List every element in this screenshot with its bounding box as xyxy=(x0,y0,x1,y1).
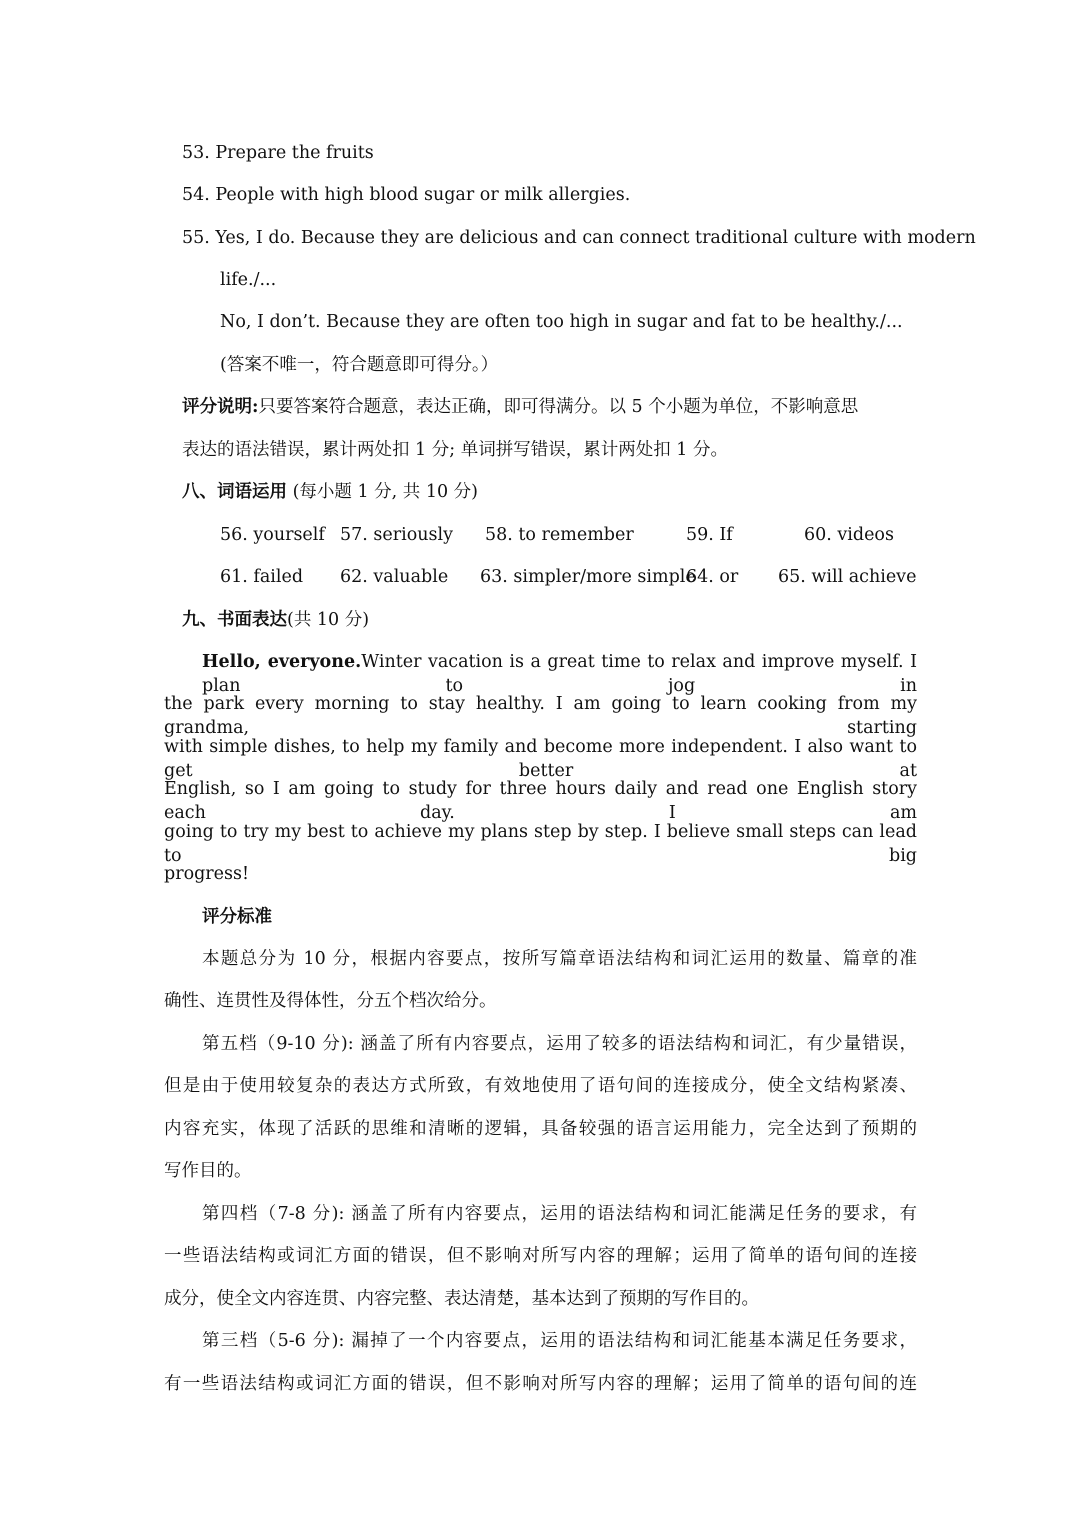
answer-57: 57. seriously xyxy=(340,525,453,545)
answer-55-note: (答案不唯一，符合题意即可得分。） xyxy=(220,355,499,375)
section9-title: 九、书面表达 xyxy=(182,610,287,630)
answer-55-line2: life./... xyxy=(220,270,277,290)
answer-58: 58. to remember xyxy=(485,525,634,545)
grade3-line-1 xyxy=(202,1329,917,1353)
grade5-line-3: 内容充实，体现了活跃的思维和清晰的逻辑，具备较强的语言运用能力，完全达到了预期的 xyxy=(164,1119,917,1139)
answer-55-line1: 55. Yes, I do. Because they are delicious and can connect traditional culture with modern xyxy=(182,228,976,248)
scoring-note-line2: 表达的语法错误，累计两处扣 1 分; 单词拼写错误，累计两处扣 1 分。 xyxy=(182,440,728,460)
essay-line-2: the park every morning to stay healthy. I am going to learn cooking from my grandma, starting xyxy=(164,694,917,738)
answer-55-line3: No, I don’t. Because they are often too high in sugar and fat to be healthy./... xyxy=(220,312,903,332)
section8-heading xyxy=(182,480,478,504)
section8-points: (每小题 1 分, 共 10 分) xyxy=(292,482,479,502)
essay-line-1-text: Winter vacation is a great time to relax and improve myself. I plan to jog in xyxy=(202,652,917,696)
grade5-line-2: 但是由于使用较复杂的表达方式所致，有效地使用了语句间的连接成分，使全文结构紧凑、 xyxy=(164,1076,917,1096)
essay-greeting: Hello, everyone. xyxy=(202,652,362,672)
essay-line-1 xyxy=(202,650,917,698)
answer-53: 53. Prepare the fruits xyxy=(182,143,374,163)
answer-63: 63. simpler/more simple xyxy=(480,567,696,587)
standard-intro-1: 本题总分为 10 分，根据内容要点，按所写篇章语法结构和词汇运用的数量、篇章的准 xyxy=(202,949,917,969)
scoring-note-label: 评分说明: xyxy=(182,397,259,417)
essay-line-3: with simple dishes, to help my family and become more independent. I also want to get better at xyxy=(164,737,917,781)
scoring-note-text: 只要答案符合题意，表达正确，即可得满分。以 5 个小题为单位，不影响意思 xyxy=(258,397,859,417)
standard-intro-2: 确性、连贯性及得体性，分五个档次给分。 xyxy=(164,991,497,1011)
grade5-label: 第五档（9-10 分): xyxy=(202,1034,354,1054)
grade4-label: 第四档（7-8 分): xyxy=(202,1204,345,1224)
answer-54: 54. People with high blood sugar or milk allergies. xyxy=(182,185,631,205)
section8-title: 八、词语运用 xyxy=(182,482,287,502)
grade4-line-1 xyxy=(202,1202,917,1226)
grade3-label: 第三档（5-6 分): xyxy=(202,1331,345,1351)
section9-heading xyxy=(182,608,369,632)
grade4-line-2: 一些语法结构或词汇方面的错误，但不影响对所写内容的理解；运用了简单的语句间的连接 xyxy=(164,1246,917,1266)
answer-59: 59. If xyxy=(686,525,733,545)
answer-62: 62. valuable xyxy=(340,567,449,587)
answer-60: 60. videos xyxy=(804,525,894,545)
standard-title: 评分标准 xyxy=(202,907,272,927)
essay-line-4: English, so I am going to study for three hours daily and read one English story each day. I am xyxy=(164,779,917,823)
grade5-line-4: 写作目的。 xyxy=(164,1161,252,1181)
answer-61: 61. failed xyxy=(220,567,304,587)
grade3-line-2: 有一些语法结构或词汇方面的错误，但不影响对所写内容的理解；运用了简单的语句间的连 xyxy=(164,1374,917,1394)
grade4-text-1: 涵盖了所有内容要点，运用的语法结构和词汇能满足任务的要求，有 xyxy=(351,1204,917,1224)
essay-line-6: progress! xyxy=(164,864,250,884)
section9-points: (共 10 分) xyxy=(287,610,370,630)
answer-65: 65. will achieve xyxy=(778,567,917,587)
scoring-note-line1 xyxy=(182,395,917,419)
grade4-line-3: 成分，使全文内容连贯、内容完整、表达清楚，基本达到了预期的写作目的。 xyxy=(164,1289,759,1309)
answer-64: 64. or xyxy=(686,567,739,587)
grade5-line-1 xyxy=(202,1032,917,1056)
essay-line-5: going to try my best to achieve my plans step by step. I believe small steps can lead to big xyxy=(164,822,917,866)
grade5-text-1: 涵盖了所有内容要点，运用了较多的语法结构和词汇，有少量错误， xyxy=(360,1034,917,1054)
answer-56: 56. yourself xyxy=(220,525,325,545)
grade3-text-1: 漏掉了一个内容要点，运用的语法结构和词汇能基本满足任务要求， xyxy=(351,1331,917,1351)
